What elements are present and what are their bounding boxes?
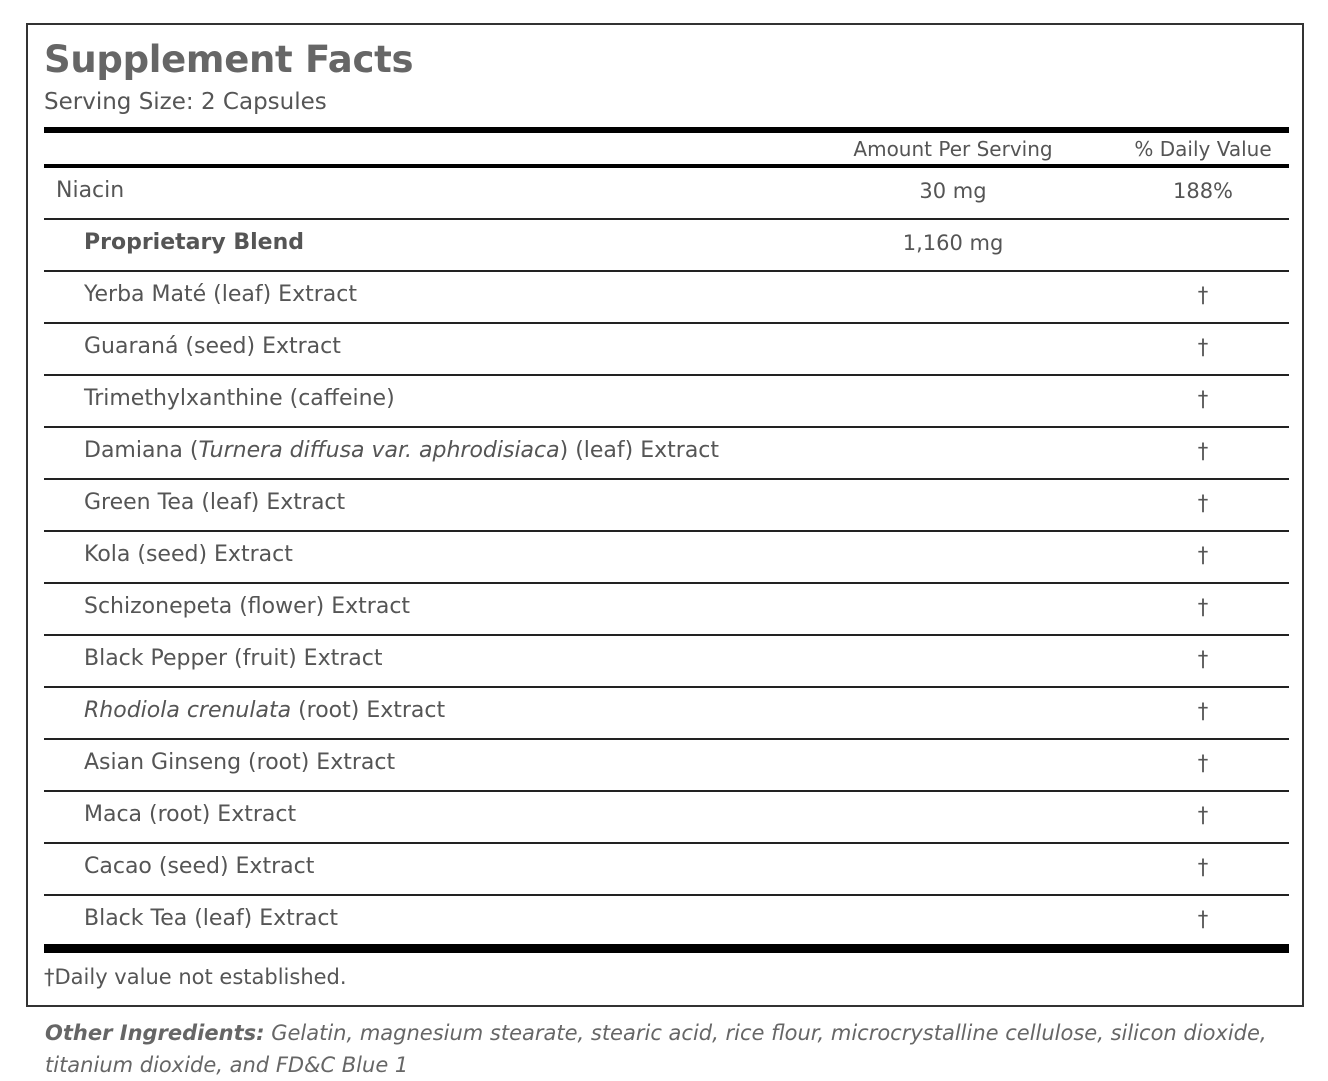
nutrient-name: Trimethylxanthine (caffeine) — [84, 386, 395, 411]
nutrient-daily-value: † — [1197, 543, 1209, 567]
nutrient-name — [84, 698, 445, 723]
other-ingredients — [45, 1017, 1305, 1081]
nutrient-name — [84, 438, 719, 463]
nutrient-row — [44, 428, 1289, 480]
nutrient-name: Proprietary Blend — [84, 230, 304, 255]
nutrient-row — [44, 220, 1289, 272]
nutrient-name: Asian Ginseng (root) Extract — [84, 750, 396, 775]
other-ingredients-label: Other Ingredients: — [45, 1021, 265, 1045]
nutrient-name: Maca (root) Extract — [84, 802, 297, 827]
nutrient-row — [44, 740, 1289, 792]
nutrient-row — [44, 480, 1289, 532]
other-ingredients-text: Gelatin, magnesium stearate, stearic acid, rice flour, microcrystalline cellulose, silicon dioxide, titanium dioxide, and FD&C Blue 1 — [45, 1021, 1267, 1077]
nutrient-row — [44, 532, 1289, 584]
nutrient-daily-value: † — [1197, 647, 1209, 671]
nutrient-row — [44, 896, 1289, 946]
bottom-thick-rule — [44, 944, 1289, 953]
nutrient-amount: 30 mg — [919, 179, 987, 203]
supplement-facts-panel — [26, 23, 1304, 1007]
nutrient-daily-value: † — [1197, 595, 1209, 619]
nutrient-daily-value: † — [1197, 803, 1209, 827]
nutrient-name: Kola (seed) Extract — [84, 542, 293, 567]
nutrient-name: Niacin — [56, 178, 125, 203]
panel-title: Supplement Facts — [44, 38, 414, 81]
nutrient-name: Black Tea (leaf) Extract — [84, 906, 339, 931]
nutrient-row — [44, 272, 1289, 324]
nutrient-amount: 1,160 mg — [902, 231, 1004, 255]
nutrient-row — [44, 844, 1289, 896]
nutrient-daily-value: † — [1197, 907, 1209, 931]
nutrient-name-part: Rhodiola crenulata — [84, 698, 292, 723]
nutrient-row — [44, 168, 1289, 220]
nutrient-daily-value: † — [1197, 751, 1209, 775]
nutrient-name-part: Turnera diffusa var. aphrodisiaca — [198, 438, 560, 463]
daily-value-header: % Daily Value — [1134, 137, 1272, 161]
nutrient-daily-value: † — [1197, 855, 1209, 879]
nutrient-row — [44, 792, 1289, 844]
nutrient-name: Guaraná (seed) Extract — [84, 334, 341, 359]
nutrient-row — [44, 584, 1289, 636]
nutrient-name-part: (root) Extract — [291, 698, 446, 723]
nutrient-rows — [44, 168, 1289, 946]
nutrient-name: Cacao (seed) Extract — [84, 854, 315, 879]
nutrient-row — [44, 376, 1289, 428]
nutrient-name: Black Pepper (fruit) Extract — [84, 646, 383, 671]
nutrient-name-part: Damiana ( — [84, 438, 199, 463]
amount-per-serving-header: Amount Per Serving — [853, 137, 1053, 161]
nutrient-row — [44, 688, 1289, 740]
daily-value-footnote: †Daily value not established. — [44, 965, 347, 989]
nutrient-daily-value: † — [1197, 491, 1209, 515]
nutrient-daily-value: 188% — [1172, 179, 1234, 203]
nutrient-name: Schizonepeta (flower) Extract — [84, 594, 411, 619]
nutrient-daily-value: † — [1197, 387, 1209, 411]
nutrient-daily-value: † — [1197, 283, 1209, 307]
nutrient-daily-value: † — [1197, 335, 1209, 359]
nutrient-daily-value: † — [1197, 439, 1209, 463]
nutrient-name: Yerba Maté (leaf) Extract — [84, 282, 357, 307]
nutrient-row — [44, 636, 1289, 688]
nutrient-daily-value: † — [1197, 699, 1209, 723]
nutrient-name-part: ) (leaf) Extract — [559, 438, 720, 463]
nutrient-name: Green Tea (leaf) Extract — [84, 490, 346, 515]
top-thick-rule — [44, 127, 1289, 133]
nutrient-row — [44, 324, 1289, 376]
serving-size: Serving Size: 2 Capsules — [44, 89, 327, 115]
